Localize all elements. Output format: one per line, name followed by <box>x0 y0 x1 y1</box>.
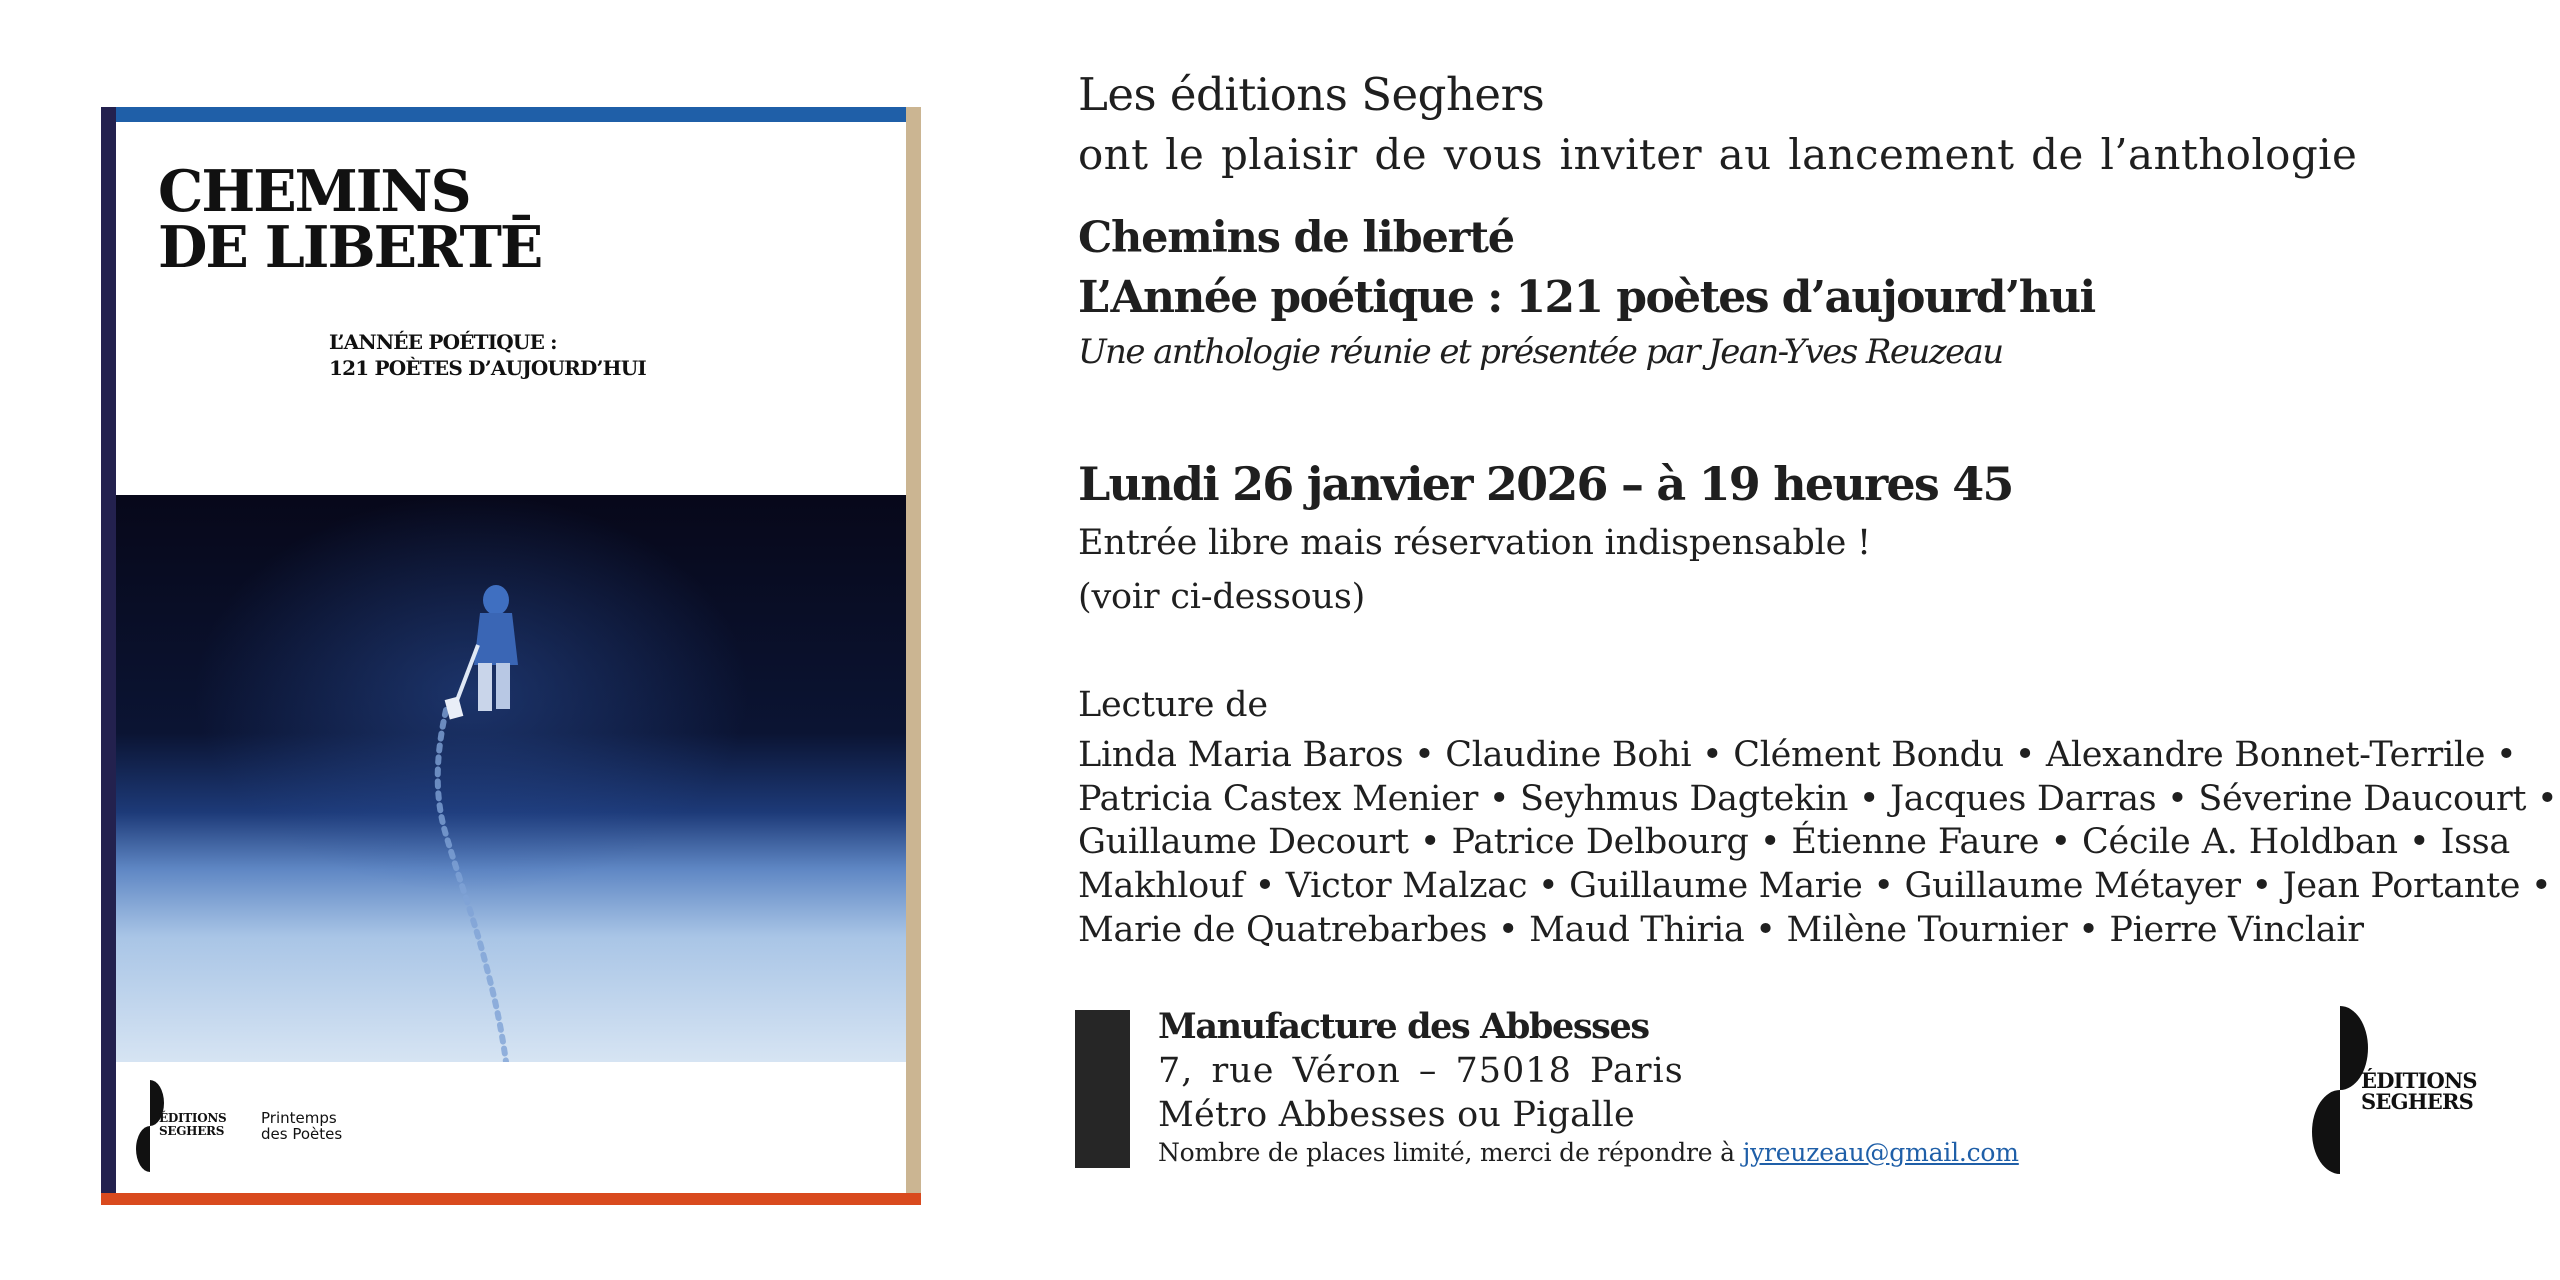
venue-marker-bar <box>1075 1010 1130 1168</box>
cover-left-spine <box>101 107 116 1205</box>
cover-title <box>158 158 542 281</box>
partner-line1: Printemps <box>261 1109 337 1127</box>
cover-subtitle-line2: 121 POÈTES D’AUJOURD’HUI <box>329 356 646 380</box>
venue-address: 7, rue Véron – 75018 Paris <box>1158 1051 1684 1091</box>
rsvp-text: Nombre de places limité, merci de répondre à <box>1158 1138 1743 1167</box>
cover-title-line2: DE LIBERTĒ <box>158 214 542 281</box>
poet-list-line: Marie de Quatrebarbes • Maud Thiria • Milène Tournier • Pierre Vinclair <box>1078 909 2364 950</box>
cover-bottom-band <box>101 1193 921 1205</box>
cover-subtitle <box>329 329 646 381</box>
entry-note: Entrée libre mais réservation indispensable ! <box>1078 523 1871 563</box>
intro-publisher: Les éditions Seghers <box>1078 68 1545 121</box>
seghers-publisher-logo <box>2310 1006 2510 1174</box>
intro-invitation: ont le plaisir de vous inviter au lancement de l’anthologie <box>1078 130 2358 179</box>
cover-photo <box>116 495 906 1062</box>
book-title: Chemins de liberté <box>1078 213 1514 263</box>
cover-subtitle-line1: L’ANNÉE POÉTIQUE : <box>329 330 557 354</box>
printemps-des-poetes-logo <box>261 1110 342 1142</box>
poet-list <box>1078 734 2558 953</box>
poet-list-line: Patricia Castex Menier • Seyhmus Dagtekin • Jacques Darras • Séverine Daucourt • <box>1078 778 2558 819</box>
book-credit: Une anthologie réunie et présentée par Jean-Yves Reuzeau <box>1078 332 2003 372</box>
venue-name: Manufacture des Abbesses <box>1158 1006 1649 1047</box>
book-cover <box>101 107 921 1205</box>
cover-logo-line2: SEGHERS <box>159 1124 225 1138</box>
rsvp-email-link[interactable]: jyreuzeau@gmail.com <box>1742 1138 2019 1167</box>
venue-metro: Métro Abbesses ou Pigalle <box>1158 1095 1635 1135</box>
cover-top-band <box>101 107 921 122</box>
cover-seghers-logo <box>134 1080 234 1172</box>
see-below-note: (voir ci-dessous) <box>1078 577 1366 617</box>
reading-label: Lecture de <box>1078 685 1268 725</box>
cover-title-line1: CHEMINS <box>158 158 470 225</box>
poet-list-line: Linda Maria Baros • Claudine Bohi • Clément Bondu • Alexandre Bonnet-Terrile • <box>1078 735 2517 775</box>
logo-line1: ÉDITIONS <box>2361 1068 2477 1093</box>
logo-line2: SEGHERS <box>2361 1089 2473 1114</box>
partner-line2: des Poètes <box>261 1125 343 1143</box>
rsvp-note <box>1158 1136 2019 1170</box>
poet-list-line: Guillaume Decourt • Patrice Delbourg • Étienne Faure • Cécile A. Holdban • Issa <box>1078 822 2510 863</box>
book-subtitle: L’Année poétique : 121 poètes d’aujourd’hui <box>1078 272 2095 323</box>
cover-logo-line1: ÉDITIONS <box>159 1111 227 1125</box>
cover-right-spine <box>906 107 921 1205</box>
poet-list-line: Makhlouf • Victor Malzac • Guillaume Marie • Guillaume Métayer • Jean Portante • <box>1078 866 2552 907</box>
event-date: Lundi 26 janvier 2026 – à 19 heures 45 <box>1078 457 2013 511</box>
